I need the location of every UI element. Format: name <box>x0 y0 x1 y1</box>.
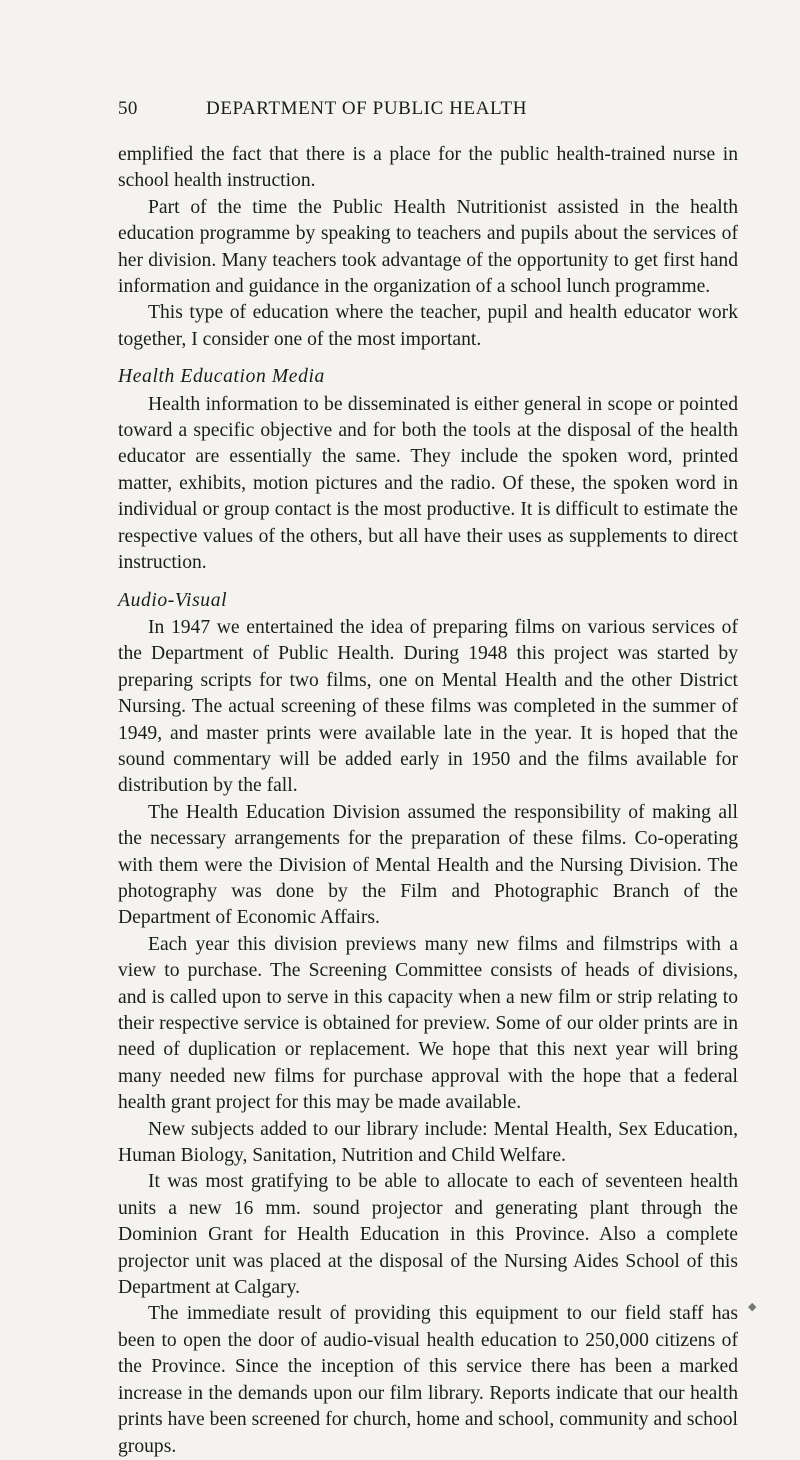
stray-print-mark: ◆ <box>748 1301 757 1313</box>
paragraph: Health information to be disseminated is either general in scope or pointed toward a specific objective and for both the tools at the disposal of the health educator are essentially the same. They include the spoken word, printed matter, exhibits, motion pictures and the radio. Of these, the spoken word in individual or group contact is the most productive. It is difficult to estimate the respective values of the others, but all have their uses as supplements to direct instruction. <box>118 393 738 574</box>
section-heading: Health Education Media <box>118 366 325 388</box>
paragraph: New subjects added to our library include: Mental Health, Sex Education, Human Biology, Sanitation, Nutrition and Child Welfare. <box>118 1118 738 1167</box>
document-body <box>118 142 738 1460</box>
paragraph: The Health Education Division assumed the responsibility of making all the necessary arrangements for the preparation of these films. Co-operating with them were the Division of Mental Health and the Nursing Division. The photography was done by the Film and Photographic Branch of the Department of Economic Affairs. <box>118 801 738 929</box>
paragraph: It was most gratifying to be able to allocate to each of seventeen health units a new 16 mm. sound projector and generating plant through the Dominion Grant for Health Education in this Province. Also a complete projector unit was placed at the disposal of the Nursing Aides School of this Department at Calgary. <box>118 1171 738 1299</box>
section-heading: Audio-Visual <box>118 589 228 611</box>
document-page <box>118 98 738 1460</box>
paragraph: In 1947 we entertained the idea of preparing films on various services of the Department of Public Health. During 1948 this project was started by preparing scripts for two films, one on Mental Health and the other District Nursing. The actual screening of these films was completed in the summer of 1949, and master prints were available late in the year. It is hoped that the sound commentary will be added early in 1950 and the films available for distribution by the fall. <box>118 616 738 797</box>
paragraph: This type of education where the teacher, pupil and health educator work together, I consider one of the most important. <box>118 302 738 350</box>
paragraph: The immediate result of providing this equipment to our field staff has been to open the door of audio-visual health education to 250,000 citizens of the Province. Since the inception of this service there has been a marked increase in the demands upon our film library. Reports indicate that our health prints have been screened for church, home and school, community and school groups. <box>118 1303 738 1457</box>
paragraph: Part of the time the Public Health Nutritionist assisted in the health education programme by speaking to teachers and pupils about the services of her division. Many teachers took advantage of the opportunity to get first hand information and guidance in the organization of a school lunch programme. <box>118 196 738 298</box>
paragraph: emplified the fact that there is a place for the public health-trained nurse in school health instruction. <box>118 144 738 192</box>
running-header <box>118 98 738 128</box>
page-number: 50 <box>118 98 138 119</box>
running-title: DEPARTMENT OF PUBLIC HEALTH <box>206 98 528 119</box>
paragraph: Each year this division previews many new films and filmstrips with a view to purchase. The Screening Committee consists of heads of divisions, and is called upon to serve in this capacity when a new film or strip relating to their respective service is obtained for preview. Some of our older prints are in need of duplication or replacement. We hope that this next year will bring many needed new films for purchase approval with the hope that a federal health grant project for this may be made available. <box>118 933 738 1114</box>
